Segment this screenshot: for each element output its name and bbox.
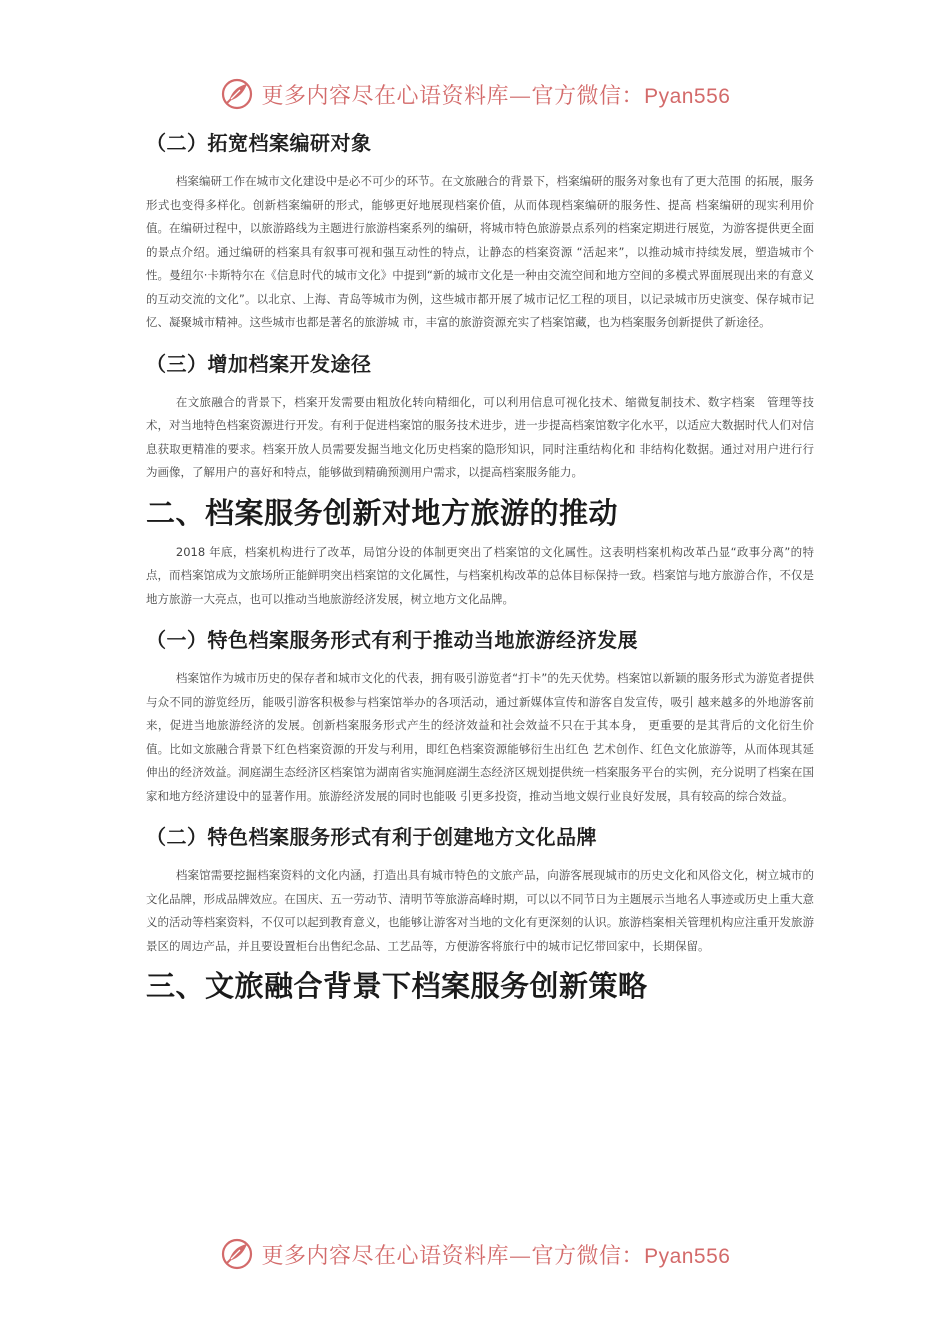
section-heading: （二）拓宽档案编研对象 (146, 131, 372, 155)
section-paragraph: 2018 年底，档案机构进行了改革，局馆分设的体制更突出了档案馆的文化属性。这表明档案机构改革凸显“政事分离”的特点，而档案馆成为文旅场所正能鲜明突出档案馆的文化属性，与档案机构改革的总体目标保持一致。档案馆与地方旅游合作，不仅是地方旅游一大亮点，也可以推动当地旅游经济发展，树立地方文化品牌。 (146, 544, 814, 606)
section-paragraph: 在文旅融合的背景下，档案开发需要由粗放化转向精细化，可以利用信息可视化技术、缩微复制技术、数字档案 管理等技术，对当地特色档案资源进行开发。有利于促进档案馆的服务技术进步，进一步提高档案馆数字化水平，以适应大数据时代人们对信息获取更精准的要求。档案开放人员需要发掘当地文化历史档案的隐形知识，同时注重结构化和 非结构化数据。通过对用户进行行为画像，了解用户的喜好和特点，能够做到精确预测用户需求，以提高档案服务能力。 (146, 394, 814, 479)
section-heading: （二）特色档案服务形式有利于创建地方文化品牌 (146, 825, 597, 849)
watermark-text (262, 1239, 731, 1270)
chapter-heading: 三、文旅融合背景下档案服务创新策略 (146, 969, 648, 1003)
watermark-dash: — (509, 1243, 532, 1269)
section-paragraph: 档案馆作为城市历史的保存者和城市文化的代表，拥有吸引游览者“打卡”的先天优势。档案馆以新颖的服务形式为游览者提供与众不同的游览经历，能吸引游客积极参与档案馆举办的各项活动，通过新媒体宣传和游客自发宣传，吸引 越来越多的外地游客前来，促进当地旅游经济的发展。创新档案服务形式产生的经济效益和社会效益不只在于其本身， 更重要的是其背后的文化衍生价值。比如文旅融合背景下红色档案资源的开发与利用，即红色档案资源能够衍生出红色 艺术创作、红色文化旅游等，从而体现其延伸出的经济效益。洞庭湖生态经济区档案馆为湖南省实施洞庭湖生态经济区规划提供统一档案服务平台的实例，充分说明了档案在国家和地方经济建设中的显著作用。旅游经济发展的同时也能吸 引更多投资，推动当地文娱行业良好发展，具有较高的综合效益。 (146, 671, 814, 803)
section-paragraph: 档案馆需要挖掘档案资料的文化内涵，打造出具有城市特色的文旅产品，向游客展现城市的历史文化和风俗文化，树立城市的文化品牌，形成品牌效应。在国庆、五一劳动节、清明节等旅游高峰时期，可以以不同节日为主题展示当地名人事迹或历史上重大意义的活动等档案资料，不仅可以起到教育意义，也能够让游客对当地的文化有更深刻的认识。旅游档案相关管理机构应注重开发旅游景区的周边产品，并且要设置柜台出售纪念品、工艺品等，方便游客将旅行中的城市记忆带回家中，长期保留。 (146, 868, 814, 953)
watermark-footer (0, 1232, 950, 1276)
watermark-handle: Pyan556 (644, 84, 731, 108)
leaf-logo-icon (220, 77, 254, 111)
section-heading: （一）特色档案服务形式有利于推动当地旅游经济发展 (146, 628, 638, 652)
watermark-dash: — (509, 83, 532, 109)
leaf-logo-icon (220, 1237, 254, 1271)
chapter-heading: 二、档案服务创新对地方旅游的推动 (146, 495, 619, 530)
watermark-label: 官方微信： (531, 83, 645, 109)
section-paragraph: 档案编研工作在城市文化建设中是必不可少的环节。在文旅融合的背景下，档案编研的服务对象也有了更大范围 的拓展，服务形式也变得多样化。创新档案编研的形式，能够更好地展现档案价值，从而体现档案编研的服务性、提高 档案编研的现实利用价值。在编研过程中，以旅游路线为主题进行旅游档案系列的编研，将城市特色旅游景点系列的档案定期进行展览，为游客提供更全面的景点介绍。通过编研的档案具有叙事可视和强互动性的特点，让静态的档案资源 “活起来”，以推动城市持续发展，塑造城市个性。曼纽尔·卡斯特尔在《信息时代的城市文化》中提到“新的城市文化是一种由交流空间和地方空间的多模式界面展现出来的有意义的互动交流的文化”。以北京、上海、青岛等城市为例，这些城市都开展了城市记忆工程的项目，以记录城市历史演变、保存城市记忆、凝聚城市精神。这些城市也都是著名的旅游城 市，丰富的旅游资源充实了档案馆藏，也为档案服务创新提供了新途径。 (146, 174, 814, 329)
watermark-main: 更多内容尽在心语资料库 (261, 1243, 510, 1269)
watermark-handle: Pyan556 (644, 1244, 731, 1268)
section-heading: （三）增加档案开发途径 (146, 351, 372, 376)
watermark-text (262, 79, 731, 110)
watermark-main: 更多内容尽在心语资料库 (261, 83, 510, 109)
watermark-header (0, 72, 950, 116)
watermark-label: 官方微信： (531, 1243, 645, 1269)
document-body (146, 128, 814, 1006)
